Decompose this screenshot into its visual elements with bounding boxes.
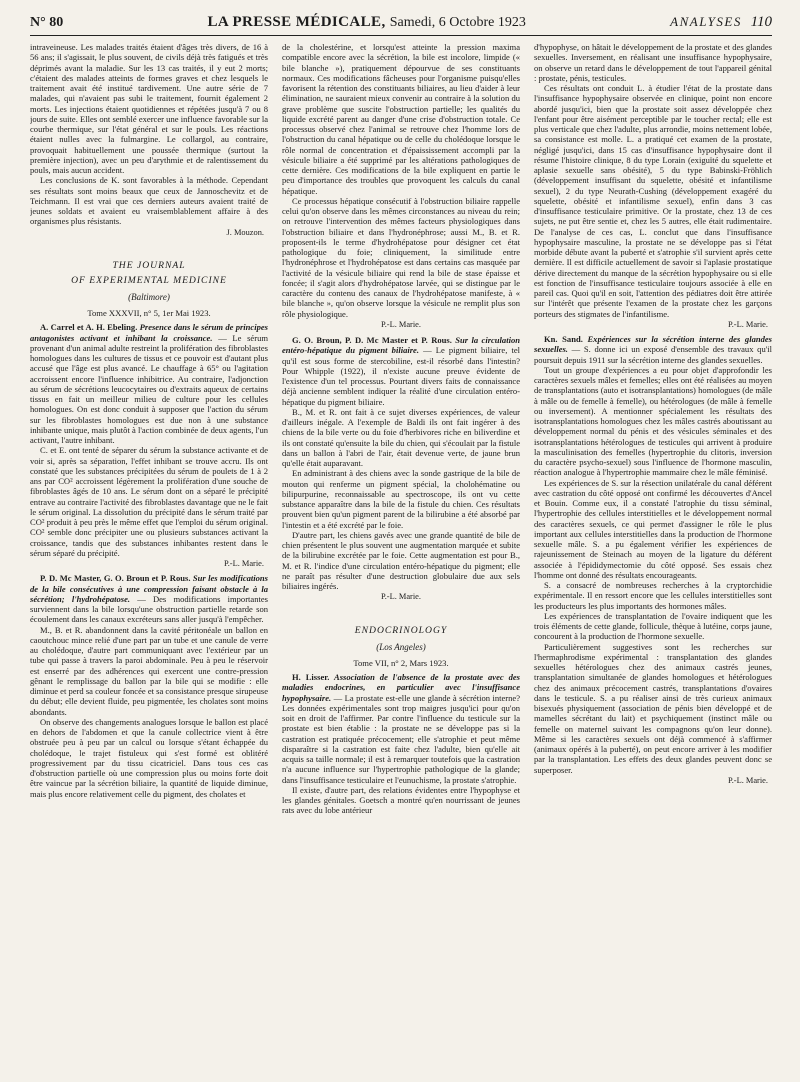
paragraph: M., B. et R. abandonnent dans la cavité péritonéale un ballon en caoutchouc mince relié d'une part par un tube et une canule de verre au cholédoque, d'autre part communiquant avec l'extérieur par un tube qui passe à travers la paroi abdominale. Peu à peu le réservoir est enserré par des adhérences qui exercent une contre-pression gênant le remplissage du ballon par la bile qui se modifie : elle diminue et perd sa couleur foncée et sa consistance presque sirupeuse du début; elle devient fluide, peu pigmentée, les cholates sont moins abondants. bbox=[30, 624, 268, 717]
text-columns bbox=[30, 42, 772, 1064]
signature: P.-L. Marie. bbox=[223, 559, 264, 568]
paragraph: En administrant à des chiens avec la sonde gastrique de la bile de mouton qui renferme un pigment spécial, la cholohématine ou bilipurpurine, reconnaissable au spectroscope, ils ont vu cette substance apparaître dans la bile de la fistule du chien. Ces résultats prouvent bien qu'un pigment parent de la bilirubine a été absorbé par l'intestin et a été excrété par le foie. bbox=[282, 468, 520, 530]
column-left bbox=[30, 42, 268, 1064]
article-title: Association de l'absence de la prostate avec des maladies endocrines, en particulier avec l'insuffisance hypophysaire. bbox=[282, 672, 520, 703]
journal-issue: Tome XXXVII, n° 5, 1er Mai 1923. bbox=[87, 308, 211, 318]
section-running-head bbox=[670, 14, 772, 31]
journal-masthead bbox=[208, 14, 526, 31]
paragraph: On observe des changements analogues lorsque le ballon est placé en dehors de l'abdomen et que la canule collectrice vient à être obstruée peu à peu par un calcul ou lorsque s'étant échappée du cholédoque, le trajet fistuleux qui s'est formé est oblitéré progressivement par du tissu cicatriciel. Dans tous ces cas d'obstruction partielle où une compression plus ou moins forte doit être vaincue par la sécrétion biliaire, la quantité de liquide diminue, mais plus encore relativement celle du pigment, des cholates et bbox=[30, 716, 268, 799]
paragraph: Les conclusions de K. sont favorables à la méthode. Cependant ses résultats sont moins beaux que ceux de Jannoschevitz et de Teichmann. Il est vrai que ces derniers auteurs avaient traité de jeunes soldats et avaient eu vraisemblablement affaire à des organismes plus résistants. bbox=[30, 175, 268, 227]
paragraph: d'hypophyse, on hâtait le développement de la prostate et des glandes sexuelles. Inversement, en réalisant une insuffisance hypophysaire, on observe un retard dans le développement de tout l'appareil génital : prostate, pénis, testicules. bbox=[534, 42, 772, 83]
page-number: 110 bbox=[750, 14, 772, 30]
article-abstract bbox=[30, 573, 268, 624]
paragraph: Ce processus hépatique consécutif à l'obstruction biliaire rappelle celui qu'on observe dans les mêmes circonstances au niveau du rein; on retrouve l'intervention des mêmes facteurs physiologiques dans l'obstruction biliaire et dans l'hydronéphrose; aussi M., B. et R. proposent-ils le terme d'hydrohépatose pour désigner cet état pathologique du foie; cliniquement, la similitude entre l'hydronéphrose et l'hydrohépatose est dans certains cas masquée par l'activité de la vésicule biliaire qui rend la bile de stase épaisse et foncée; il s'agit alors d'hydrohépatose larvée, qui se distingue par le caractère du contenu des canaux de l'hydrohépatose manifeste, à « bile blanche », qu'on observe lorsque la vésicule ne remplit plus son rôle physiologique. bbox=[282, 195, 520, 319]
signature: P.-L. Marie. bbox=[727, 775, 768, 785]
article-text: — Le pigment biliaire, tel qu'il est sous forme de stercobiline, est-il résorbé dans l'intestin? Pour Whipple (1922), il n'existe aucune preuve évidente de l'existence d'un tel processus. Pourtant divers faits de connaissance déjà ancienne semblent indiquer la réalité d'une circulation entéro-hépatique du pigment biliaire. bbox=[282, 345, 520, 407]
article-title: Sur la circulation entéro-hépatique du pigment biliaire. bbox=[282, 335, 520, 356]
article-authors: H. Lisser. bbox=[292, 672, 330, 682]
paragraph: Les expériences de S. sur la résection unilatérale du canal déférent avec castration du côté opposé ont confirmé les découvertes d'Ancel et Bouin. Comme eux, il a constaté l'atrophie du tissu séminal, l'hypertrophie des cellules interstitielles et le développement normal des caractères sexuels, ce qui permet d'assigner le rôle le plus important aux cellules interstitielles dans la production de l'hormone sexuelle mâle. S. a pu également vérifier les expériences de rajeunissement de Steinach au moyen de la ligature du déférent associée à l'épididymectomie du côté opposé. Ses essais chez l'homme ont donné des résultats encourageants. bbox=[534, 477, 772, 580]
journal-heading-line-2: OF EXPERIMENTAL MEDICINE bbox=[71, 274, 227, 286]
signature: P.-L. Marie. bbox=[380, 319, 421, 329]
article-title: Sur les modifications de la bile consécutives à une compression faisant obstacle à la sécrétion; l'hydrohépatose. bbox=[30, 573, 268, 604]
issue-date: Samedi, 6 Octobre 1923 bbox=[389, 15, 526, 30]
signature: P.-L. Marie. bbox=[727, 319, 768, 329]
article-title: Expériences sur la sécrétion interne des glandes sexuelles. bbox=[534, 334, 772, 355]
paragraph: D'autre part, les chiens gavés avec une grande quantité de bile de chien présentent le plus souvent une augmentation marquée et subite de la bilirubine excrétée par le foie. Cette augmentation est pour B., M. et R. l'indice d'une circulation entéro-hépatique du pigment; elle ne paraît pas résulter d'une destruction globulaire due aux sels biliaires ingérés. bbox=[282, 529, 520, 591]
paragraph: B., M. et R. ont fait à ce sujet diverses expériences, de valeur d'ailleurs inégale. A l'exemple de Baldi ils ont fait ingérer à des chiens de la bile verte ou du foie d'herbivores riche en biliverdine et ils ont constaté qu'ensuite la bile du chien, qui s'écoulait par la fistule dans un ballon à l'abri de l'air, était devenue verte, de jaune brun qu'elle était auparavant. bbox=[282, 406, 520, 468]
journal-place: (Baltimore) bbox=[128, 291, 170, 302]
article-text: — La prostate est-elle une glande à sécrétion interne? Les données expérimentales sont trop maigres jusqu'ici pour qu'on soit en droit de l'affirmer. Par contre l'influence du testicule sur la prostate est bien établie : la prostate ne se développe pas si la castration est pratiquée précocement; elle s'atrophie et peut même disparaître si la castration est faite chez l'adulte, bien qu'elle ait acquis sa taille normale; il est à remarquer toutefois que la castration n'a aucune influence sur l'hypertrophie pathologique de la glande; dans l'insuffisance testiculaire et l'eunuchisme, la prostate s'atrophie. bbox=[282, 692, 520, 785]
article-text: — S. donne ici un exposé d'ensemble des travaux qu'il poursuit depuis 1911 sur la sécrétion interne des glandes sexuelles. bbox=[534, 344, 772, 365]
article-text: — Le sérum provenant d'un animal adulte restreint la prolifération des fibroblastes homologues dans les cultures de tissus et ce pouvoir est d'autant plus accusé que l'âge est plus avancé. Le chauffage à 65° ou l'agitation accroissent encore l'influence inhibitrice. Au contraire, l'adjonction au sérum de sécrétions leucocytaires ou d'extraits aqueux de certains tissus en fait un meilleur milieu de culture pour les cellules homologues. On est donc conduit à supposer que l'action du sérum sur les fibroblastes homologues est due non à une substance inhibante unique, mais plutôt à l'action combinée de deux agents, l'un activant, l'autre inhibant. bbox=[30, 332, 268, 445]
section-name: ANALYSES bbox=[670, 14, 742, 29]
paragraph: C. et E. ont tenté de séparer du sérum la substance activante et de voir si, après sa séparation, l'effet inhibant se trouve accru. Ils ont constaté que les substances précipitées du sérum de poulets de 1 à 2 ans par CO² accroissent légèrement la prolifération d'une souche de fibroblastes âgés de 10 ans. Le sérum dont on a séparé le précipité entrave au contraire l'activité des fibroblastes davantage que ne le fait le sérum original. La dissolution du précipité dans le sérum traité par CO² produit à peu près le même effet que l'emploi du sérum original. CO² semble donc précipiter une ou plusieurs substances activant la croissance, tandis que des substances inhibantes restent dans le sérum séparé du précipité. bbox=[30, 445, 268, 558]
signature: P.-L. Marie. bbox=[380, 592, 421, 602]
article-title: Presence dans le sérum de principes antagonistes activant et inhibant la croissance. bbox=[30, 322, 268, 343]
article-text: — Des modifications importantes surviennent dans la bile lorsqu'une obstruction partielle retarde son écoulement dans les canaux excréteurs sans aller jusqu'à l'empêcher. bbox=[30, 593, 268, 625]
journal-issue: Tome VII, n° 2, Mars 1923. bbox=[353, 657, 449, 668]
column-middle bbox=[282, 42, 520, 1064]
journal-place: (Los Angeles) bbox=[376, 641, 426, 652]
page-header bbox=[30, 14, 772, 36]
issue-number: N° 80 bbox=[30, 15, 64, 30]
paragraph: S. a consacré de nombreuses recherches à la cryptorchidie expérimentale. Il en ressort encore que les cellules interstitielles sont les producteurs les plus importants des hormones mâles. bbox=[534, 580, 772, 611]
paragraph: Particulièrement suggestives sont les recherches sur l'hermaphrodisme expérimental : transplantation des glandes sexuelles hétérologues chez des animaux castrés jeunes, transplantation simultanée de glandes homologues et hétérologues chez des animaux précocement castrés, transplantations d'ovaires dans le testicule. S. a pu réaliser ainsi de très curieux animaux bisexués physiquement (association de pénis bien développé et de mamelles sécrétant du lait) et psychiquement (instinct mâle ou femelle on maternel suivant les compagnons qu'on leur donne). Même si les caractères sexuels ont déjà commencé à s'affirmer (animaux opérés à la puberté), on peut encore arriver à les modifier par la transplantation. Les effets des deux glandes peuvent donc se superposer. bbox=[534, 641, 772, 775]
journal-heading-line-1: THE JOURNAL bbox=[112, 259, 186, 271]
paragraph: Ces résultats ont conduit L. à étudier l'état de la prostate dans l'insuffisance hypophysaire observée en clinique, point non encore abordé jusqu'ici, bien que la prostate soit assez développée chez l'enfant pour être aisément perceptible par le toucher rectal; elle est plus verticale que chez l'adulte, plus arrondie, moins nettement lobée, sa consistance est molle. L. a pratiqué cet examen de la prostate, négligé jusqu'ici, dans 15 cas d'insuffisance hypophysaire dont il résume l'histoire clinique, 8 du type Lorain (exiguïté du squelette et aplasie sexuelle sans obésité), 5 du type Babinski-Fröhlich (développement insuffisant du squelette, obésité et infantilisme sexuel), 2 du type Neurath-Cushing (développement exagéré du squelette, obésité et infantilisme sexuel), enfin dans 3 cas d'insuffisance testiculaire primitive. Or la prostate, chez 13 de ces sujets, ne put être sentie et, chez les 5 autres, elle était rudimentaire. De l'analyse de ces cas, L. conclut que dans l'insuffisance hypophysaire masculine, la prostate ne se développe pas si l'état morbide débute avant la puberté et s'atrophie s'il survient après cette dernière. Il est difficile actuellement de savoir si l'aplasie prostatique dérive directement du manque de la sécrétion hypophysaire ou si elle est fonction de l'insuffisance testiculaire toujours associée à elle en pareil cas. Quoi qu'il en soit, l'attention des pédiatres doit être attirée sur l'intérêt que présente l'examen de la prostate chez les garçons porteurs des stigmates de l'infantilisme. bbox=[534, 83, 772, 319]
article-abstract bbox=[534, 334, 772, 365]
journal-heading bbox=[30, 258, 268, 288]
article-authors: G. O. Broun, P. D. Mc Master et P. Rous. bbox=[292, 335, 452, 345]
journal-name: LA PRESSE MÉDICALE, bbox=[207, 14, 386, 30]
column-right bbox=[534, 42, 772, 1064]
paragraph: Les expériences de transplantation de l'ovaire indiquent que les trois éléments de cette glande, follicule, thèque à lutéine, corps jaune, concourent à la production de l'hormone sexuelle. bbox=[534, 610, 772, 642]
article-abstract bbox=[282, 335, 520, 407]
article-abstract bbox=[282, 672, 520, 785]
paragraph: intraveineuse. Les malades traités étaient d'âges très divers, de 16 à 56 ans; il s'agissait, le plus souvent, de civils déjà très fatigués et très déprimés avant la maladie. Sur les 13 cas traités, il y eut 2 morts; c'étaient des malades atteints de formes graves et chez lesquels le traitement avait été institué tardivement. Une autre série de 7 malades, qui n'avaient pas subi le traitement, fournit également 2 morts. Les injections étaient quotidiennes et répétées jusqu'à 7 ou 8 jours de suite. Elles ont semblé exercer une influence favorable sur la courbe thermique, sur l'état général et sur le pouls. Les réactions étaient nulles avec la fulmargine. Le collargol, au contraire, provoquait habituellement une poussée thermique (surtout la première injection), avec un peu d'arythmie et de ralentissement du pouls, mais aucun accident. bbox=[30, 42, 268, 175]
paragraph: de la cholestérine, et lorsqu'est atteinte la pression maxima compatible encore avec la sécrétion, la bile est incolore, limpide (« bile blanche »), pratiquement dépourvue de ses constituants normaux. Ces modifications fâcheuses pour l'organisme puisqu'elles favorisent la rétention des constituants biliaires, au lieu d'aider à leur élimination, ne sauraient mieux convenir au contraire à la solution du grave problème que suscite l'obstruction partielle; les qualités du liquide excrété parent au danger d'une crise d'obstruction totale. Ce processus observé chez l'animal se retrouve chez l'homme lors de l'obstruction du canal hépatique ou de celle du cholédoque lorsque le rôle normal de concentration et d'épaississement accompli par la vésicule biliaire a été supprimé par les altérations pathologiques de cette dernière. Ces modifications de la bile expliquent en partie le peu d'importance des troubles que provoquent les calculs du canal hépatique. bbox=[282, 42, 520, 196]
article-authors: Kn. Sand. bbox=[544, 334, 583, 344]
article-authors: A. Carrel et A. H. Ebeling. bbox=[40, 322, 138, 333]
article-authors: P. D. Mc Master, G. O. Broun et P. Rous. bbox=[40, 573, 191, 584]
signature: J. Mouzon. bbox=[226, 227, 264, 237]
article-abstract bbox=[30, 322, 268, 445]
paragraph: Tout un groupe d'expériences a eu pour objet d'approfondir les caractères sexuels mâles et femelles; elles ont été réalisées au moyen de transplantations (auto et isotransplantations) homologues (de mâle à mâle ou de femelle à femelle), ou hétérologues (de mâle à femelle ou inversement). A mentionner spécialement les résultats des isotransplantations homologues chez les mâles castrés aboutissant au développement normal du pénis et des vésicules séminales et des isotransplantations hétérologues de testicules qui arrivent à produire la masculinisation des femelles (hypertrophie du clitoris, inversion du caractère psycho-sexuel) sous l'influence de l'hormone masculin, réaction analogue à l'hypertrophie mammaire chez le mâle féminisé. bbox=[534, 364, 772, 478]
paragraph: Il existe, d'autre part, des relations évidentes entre l'hypophyse et les glandes génitales. Goetsch a montré qu'en nourrissant de jeunes rats avec du lobe antérieur bbox=[282, 784, 520, 816]
journal-heading: ENDOCRINOLOGY bbox=[354, 624, 448, 636]
